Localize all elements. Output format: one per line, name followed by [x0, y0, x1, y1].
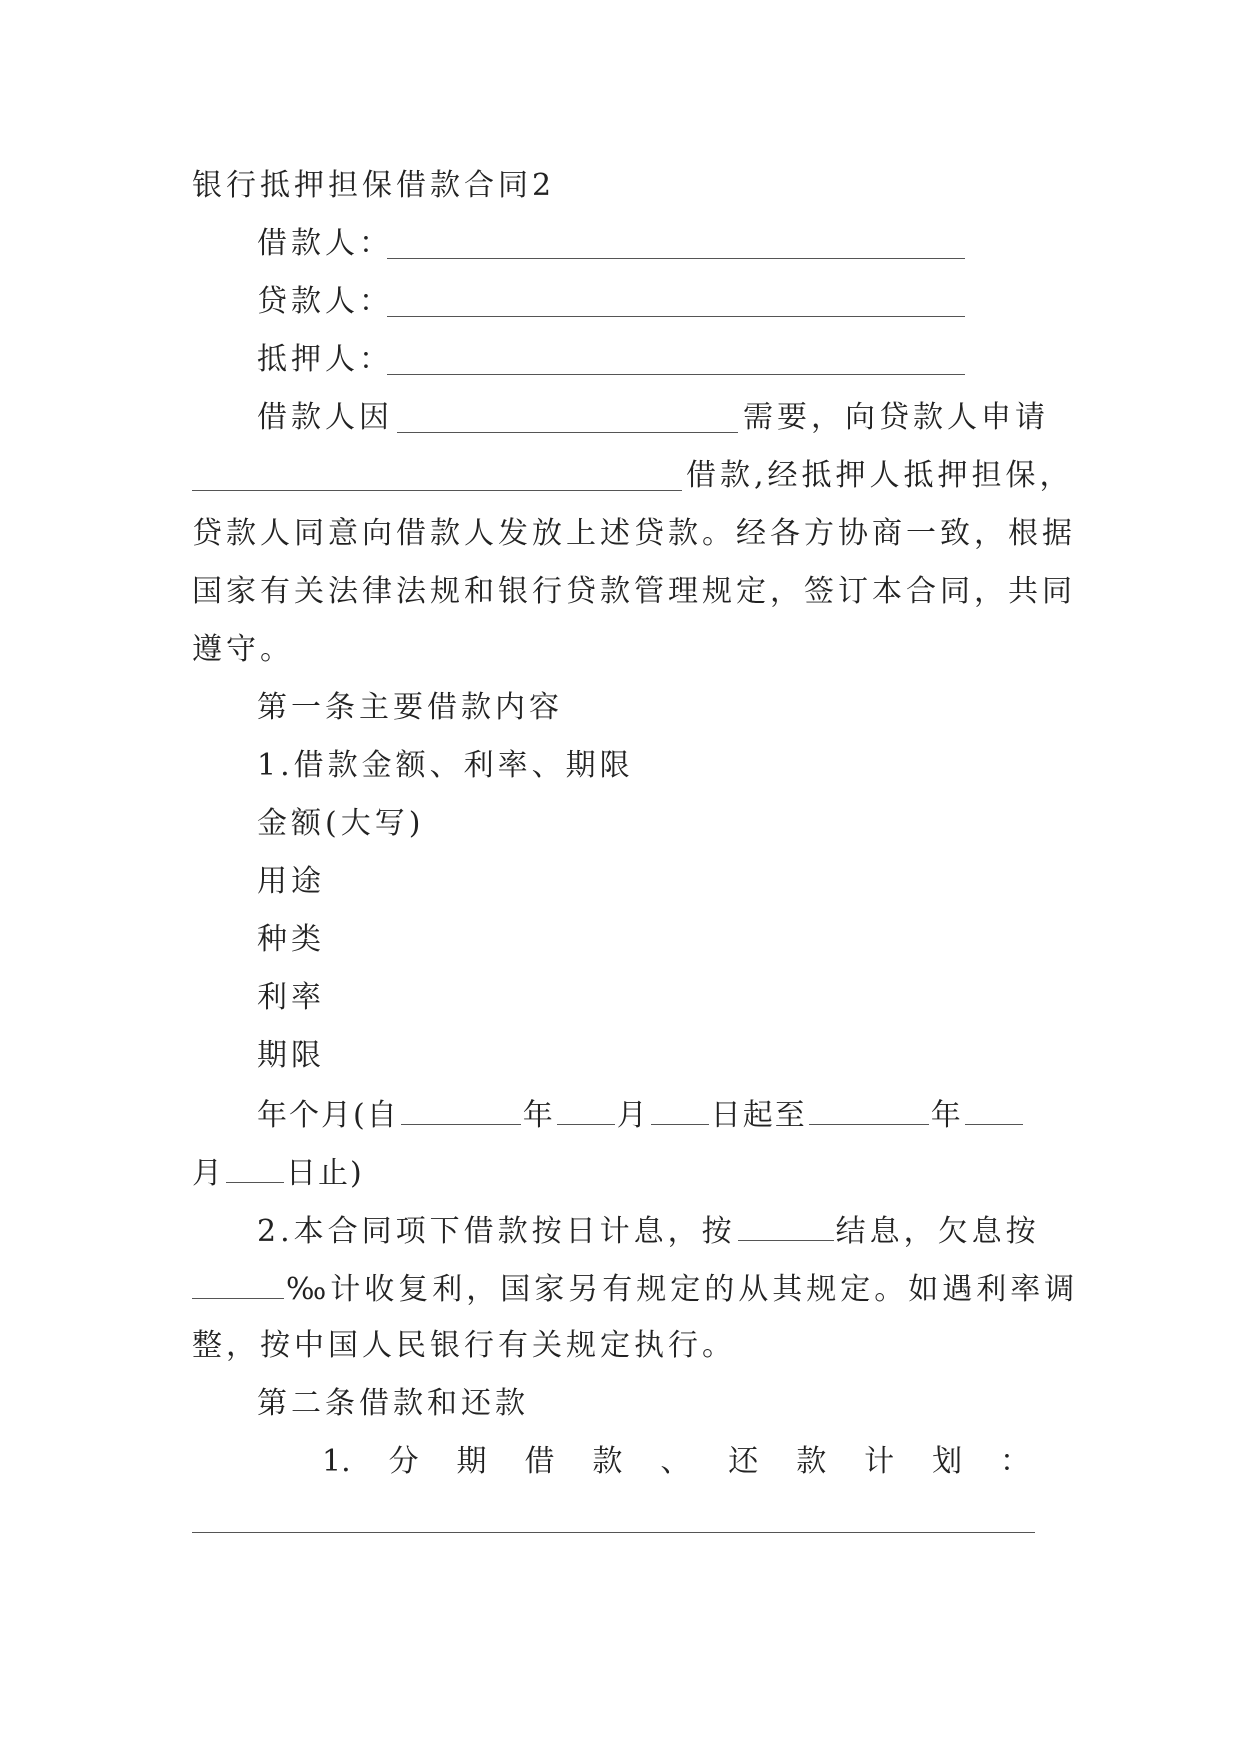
article-2-heading: 第二条借款和还款	[257, 1386, 529, 1421]
settlement-blank	[738, 1210, 834, 1241]
item-2-text: 2.本合同项下借款按日计息，按	[257, 1214, 736, 1249]
document-title: 银行抵押担保借款合同2	[192, 168, 556, 203]
term-line-1	[257, 1094, 1025, 1134]
day-start-blank	[651, 1094, 709, 1125]
plan-char: 款	[796, 1444, 827, 1479]
installment-plan-blank	[192, 1532, 1035, 1533]
field-purpose: 用途	[257, 864, 325, 899]
plan-char: 分	[388, 1444, 419, 1479]
plan-char: 款	[592, 1444, 623, 1479]
term-text: 年	[522, 1098, 555, 1133]
preamble-text: 借款,经抵押人抵押担保，	[686, 458, 1074, 493]
preamble-line-1-end	[743, 398, 1049, 438]
lender-blank	[387, 316, 965, 317]
term-text: 年个月(自	[257, 1098, 399, 1133]
preamble-text: 借款人因	[257, 400, 393, 435]
plan-char: 借	[524, 1444, 555, 1479]
purpose-blank	[397, 432, 738, 433]
preamble-text: 需要，向贷款人申请	[743, 400, 1049, 435]
field-type: 种类	[257, 922, 325, 957]
party-mortgagor	[257, 340, 393, 380]
term-text: 月	[616, 1098, 649, 1133]
preamble-line-5: 遵守。	[192, 632, 294, 667]
article-1-item-1: 1.借款金额、利率、期限	[257, 748, 634, 783]
field-amount: 金额(大写)	[257, 806, 425, 841]
installment-plan-line	[322, 1442, 1030, 1482]
article-1-heading: 第一条主要借款内容	[257, 690, 563, 725]
term-text: 日止)	[286, 1156, 364, 1191]
borrower-blank	[387, 258, 965, 259]
term-text: 年	[930, 1098, 963, 1133]
field-rate: 利率	[257, 980, 325, 1015]
month-end-blank	[965, 1094, 1023, 1125]
party-label: 借款人：	[257, 226, 393, 261]
penalty-rate-blank	[192, 1268, 284, 1299]
plan-char: 、	[660, 1444, 691, 1479]
mortgagor-blank	[387, 374, 965, 375]
party-label: 抵押人：	[257, 342, 393, 377]
preamble-line-3: 贷款人同意向借款人发放上述贷款。经各方协商一致，根据	[192, 516, 1076, 551]
year-end-blank	[809, 1094, 929, 1125]
month-start-blank	[557, 1094, 615, 1125]
preamble-line-2	[686, 456, 1074, 496]
article-1-item-2-line-2	[192, 1268, 1078, 1308]
year-start-blank	[401, 1094, 521, 1125]
preamble-line-1	[257, 398, 393, 438]
plan-char: ：	[1000, 1444, 1030, 1479]
plan-char: 计	[864, 1444, 895, 1479]
plan-char: 期	[456, 1444, 487, 1479]
party-label: 贷款人：	[257, 284, 393, 319]
item-2-text: ‰计收复利，国家另有规定的从其规定。如遇利率调	[286, 1272, 1079, 1307]
item-2-text: 结息，欠息按	[835, 1214, 1040, 1249]
plan-char: 划	[932, 1444, 963, 1479]
term-text: 日起至	[710, 1098, 807, 1133]
day-end-blank	[226, 1152, 284, 1183]
term-line-2	[192, 1152, 364, 1192]
preamble-line-4: 国家有关法律法规和银行贷款管理规定，签订本合同，共同	[192, 574, 1076, 609]
party-lender	[257, 282, 393, 322]
plan-char: 还	[728, 1444, 759, 1479]
plan-char: 1.	[322, 1444, 351, 1479]
article-1-item-2-line-1	[257, 1210, 1040, 1250]
party-borrower	[257, 224, 393, 264]
article-1-item-2-line-3: 整，按中国人民银行有关规定执行。	[192, 1328, 736, 1363]
field-term: 期限	[257, 1038, 325, 1073]
term-text: 月	[192, 1156, 224, 1191]
amount-blank	[192, 490, 682, 491]
